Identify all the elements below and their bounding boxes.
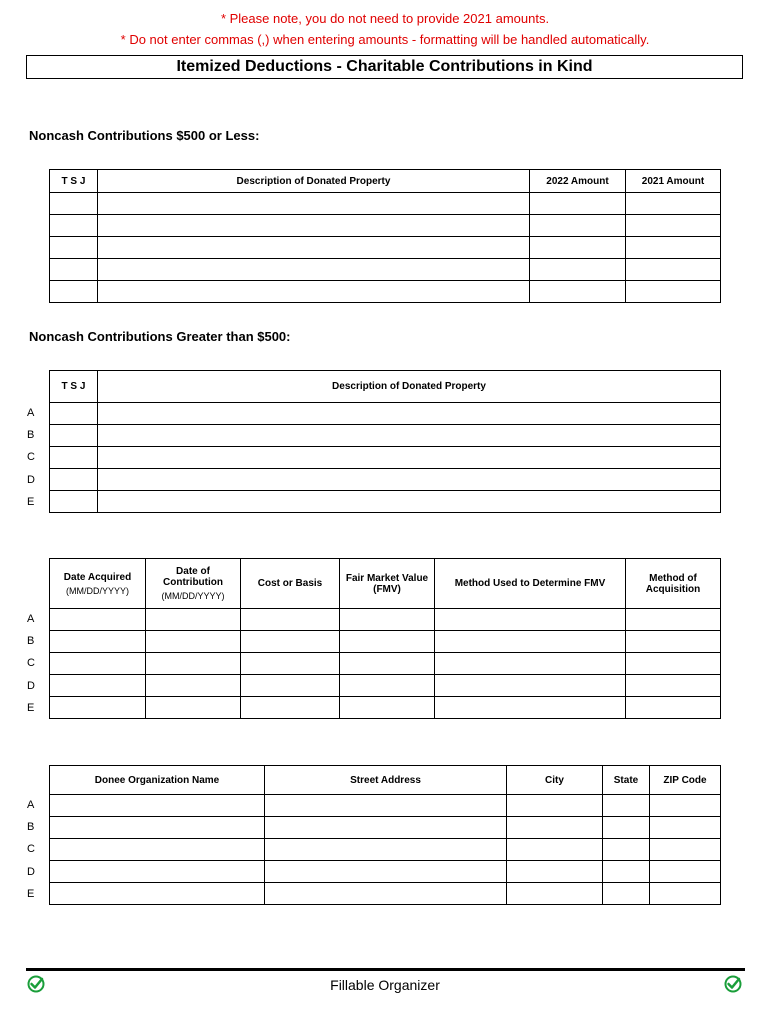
state-cell[interactable]	[603, 883, 650, 905]
date-acquired-cell[interactable]	[50, 675, 146, 697]
table-row	[50, 237, 721, 259]
table-row	[50, 215, 721, 237]
date-contribution-cell[interactable]	[146, 609, 241, 631]
tsj-cell[interactable]	[50, 491, 98, 513]
tsj-cell[interactable]	[50, 403, 98, 425]
zip-code-cell[interactable]	[650, 883, 721, 905]
street-address-cell[interactable]	[265, 861, 507, 883]
valuation-table	[49, 558, 721, 719]
fmv-cell[interactable]	[340, 697, 435, 719]
row-label-c: C	[27, 843, 35, 855]
description-cell[interactable]	[98, 403, 721, 425]
section2-label: Noncash Contributions Greater than $500:	[29, 329, 291, 344]
state-cell[interactable]	[603, 839, 650, 861]
noncash-500-or-less-table	[49, 169, 721, 303]
method-acquisition-cell[interactable]	[626, 631, 721, 653]
row-label-b: B	[27, 821, 35, 833]
table-row	[50, 839, 721, 861]
method-fmv-cell[interactable]	[435, 609, 626, 631]
table-row	[50, 193, 721, 215]
row-label-b: B	[27, 635, 35, 647]
amount-2022-cell[interactable]	[530, 259, 626, 281]
row-label-c: C	[27, 451, 35, 463]
description-cell[interactable]	[98, 215, 530, 237]
date-contribution-cell[interactable]	[146, 675, 241, 697]
amount-2022-cell[interactable]	[530, 215, 626, 237]
header-tsj: T S J	[50, 371, 98, 403]
city-cell[interactable]	[507, 883, 603, 905]
street-address-cell[interactable]	[265, 817, 507, 839]
tsj-cell[interactable]	[50, 259, 98, 281]
method-fmv-cell[interactable]	[435, 675, 626, 697]
row-label-d: D	[27, 680, 35, 692]
cost-basis-cell[interactable]	[241, 675, 340, 697]
city-cell[interactable]	[507, 861, 603, 883]
method-acquisition-cell[interactable]	[626, 675, 721, 697]
amount-2021-cell[interactable]	[626, 281, 721, 303]
table-row	[50, 653, 721, 675]
header-state: State	[603, 766, 650, 795]
header-zip-code: ZIP Code	[650, 766, 721, 795]
header-description: Description of Donated Property	[98, 170, 530, 193]
table-row	[50, 631, 721, 653]
header-cost-basis: Cost or Basis	[241, 559, 340, 609]
table-row	[50, 861, 721, 883]
donee-organization-table	[49, 765, 721, 905]
method-fmv-cell[interactable]	[435, 697, 626, 719]
row-label-d: D	[27, 474, 35, 486]
header-street-address: Street Address	[265, 766, 507, 795]
row-label-e: E	[27, 888, 35, 900]
city-cell[interactable]	[507, 795, 603, 817]
table-row	[50, 469, 721, 491]
cost-basis-cell[interactable]	[241, 631, 340, 653]
amount-2021-cell[interactable]	[626, 215, 721, 237]
donee-name-cell[interactable]	[50, 817, 265, 839]
method-fmv-cell[interactable]	[435, 653, 626, 675]
cost-basis-cell[interactable]	[241, 697, 340, 719]
table-row	[50, 259, 721, 281]
description-cell[interactable]	[98, 193, 530, 215]
date-contribution-cell[interactable]	[146, 697, 241, 719]
row-label-a: A	[27, 799, 35, 811]
state-cell[interactable]	[603, 861, 650, 883]
row-label-d: D	[27, 866, 35, 878]
row-label-e: E	[27, 496, 35, 508]
table-row	[50, 281, 721, 303]
header-tsj: T S J	[50, 170, 98, 193]
table-row	[50, 447, 721, 469]
check-circle-icon	[724, 975, 742, 993]
method-acquisition-cell[interactable]	[626, 653, 721, 675]
footer-title: Fillable Organizer	[330, 977, 440, 993]
fmv-cell[interactable]	[340, 609, 435, 631]
header-description: Description of Donated Property	[98, 371, 721, 403]
description-cell[interactable]	[98, 469, 721, 491]
check-circle-icon	[27, 975, 45, 993]
row-label-b: B	[27, 429, 35, 441]
street-address-cell[interactable]	[265, 883, 507, 905]
tsj-cell[interactable]	[50, 237, 98, 259]
street-address-cell[interactable]	[265, 839, 507, 861]
method-acquisition-cell[interactable]	[626, 697, 721, 719]
state-cell[interactable]	[603, 795, 650, 817]
city-cell[interactable]	[507, 817, 603, 839]
table-row	[50, 425, 721, 447]
header-date-contribution: Date of Contribution (MM/DD/YYYY)	[146, 559, 241, 609]
page-title: Itemized Deductions - Charitable Contributions in Kind	[26, 55, 743, 79]
header-city: City	[507, 766, 603, 795]
note-no-commas: * Do not enter commas (,) when entering amounts - formatting will be handled automatically.	[120, 32, 650, 47]
city-cell[interactable]	[507, 839, 603, 861]
method-acquisition-cell[interactable]	[626, 609, 721, 631]
tsj-cell[interactable]	[50, 469, 98, 491]
donee-name-cell[interactable]	[50, 839, 265, 861]
amount-2021-cell[interactable]	[626, 193, 721, 215]
note-2021-amounts: * Please note, you do not need to provide 2021 amounts.	[220, 11, 550, 26]
header-method-fmv: Method Used to Determine FMV	[435, 559, 626, 609]
description-cell[interactable]	[98, 237, 530, 259]
method-fmv-cell[interactable]	[435, 631, 626, 653]
date-contribution-cell[interactable]	[146, 653, 241, 675]
zip-code-cell[interactable]	[650, 839, 721, 861]
amount-2022-cell[interactable]	[530, 281, 626, 303]
table-row	[50, 697, 721, 719]
date-acquired-cell[interactable]	[50, 609, 146, 631]
footer-divider	[26, 968, 745, 971]
fmv-cell[interactable]	[340, 631, 435, 653]
amount-2022-cell[interactable]	[530, 193, 626, 215]
table-row	[50, 795, 721, 817]
header-fmv: Fair Market Value (FMV)	[340, 559, 435, 609]
header-2021-amount: 2021 Amount	[626, 170, 721, 193]
tsj-cell[interactable]	[50, 193, 98, 215]
fmv-cell[interactable]	[340, 675, 435, 697]
tsj-cell[interactable]	[50, 215, 98, 237]
date-acquired-cell[interactable]	[50, 697, 146, 719]
state-cell[interactable]	[603, 817, 650, 839]
header-date-acquired: Date Acquired (MM/DD/YYYY)	[50, 559, 146, 609]
table-row	[50, 883, 721, 905]
cost-basis-cell[interactable]	[241, 653, 340, 675]
row-label-a: A	[27, 613, 35, 625]
noncash-over-500-table	[49, 370, 721, 513]
description-cell[interactable]	[98, 447, 721, 469]
table-row	[50, 675, 721, 697]
description-cell[interactable]	[98, 259, 530, 281]
description-cell[interactable]	[98, 491, 721, 513]
table-row	[50, 609, 721, 631]
street-address-cell[interactable]	[265, 795, 507, 817]
zip-code-cell[interactable]	[650, 817, 721, 839]
row-label-c: C	[27, 657, 35, 669]
donee-name-cell[interactable]	[50, 795, 265, 817]
table-row	[50, 491, 721, 513]
date-contribution-cell[interactable]	[146, 631, 241, 653]
row-label-e: E	[27, 702, 35, 714]
donee-name-cell[interactable]	[50, 883, 265, 905]
table-row	[50, 403, 721, 425]
amount-2022-cell[interactable]	[530, 237, 626, 259]
header-2022-amount: 2022 Amount	[530, 170, 626, 193]
table-row	[50, 817, 721, 839]
tsj-cell[interactable]	[50, 447, 98, 469]
row-label-a: A	[27, 407, 35, 419]
amount-2021-cell[interactable]	[626, 259, 721, 281]
section1-label: Noncash Contributions $500 or Less:	[29, 128, 260, 143]
donee-name-cell[interactable]	[50, 861, 265, 883]
fmv-cell[interactable]	[340, 653, 435, 675]
description-cell[interactable]	[98, 281, 530, 303]
date-acquired-cell[interactable]	[50, 653, 146, 675]
zip-code-cell[interactable]	[650, 861, 721, 883]
tsj-cell[interactable]	[50, 425, 98, 447]
header-method-acquisition: Method of Acquisition	[626, 559, 721, 609]
zip-code-cell[interactable]	[650, 795, 721, 817]
date-acquired-cell[interactable]	[50, 631, 146, 653]
header-donee-name: Donee Organization Name	[50, 766, 265, 795]
tsj-cell[interactable]	[50, 281, 98, 303]
description-cell[interactable]	[98, 425, 721, 447]
amount-2021-cell[interactable]	[626, 237, 721, 259]
cost-basis-cell[interactable]	[241, 609, 340, 631]
